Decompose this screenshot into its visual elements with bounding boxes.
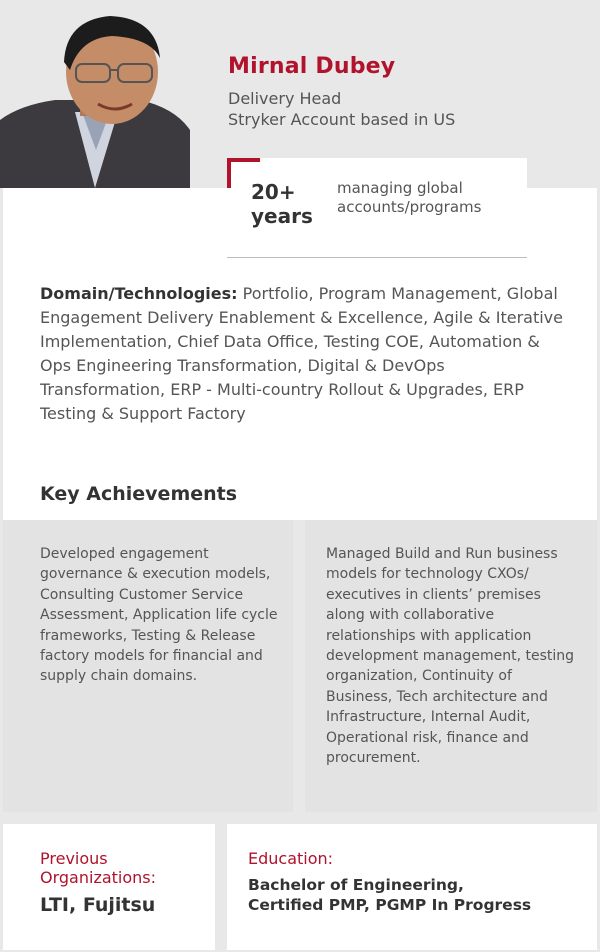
years-unit: years [251,204,313,228]
divider [227,257,527,258]
previous-organizations-card [3,824,215,950]
domain-text: Portfolio, Program Management, Global Engagement Delivery Enablement & Excellence, Agile & Iterative Implementation, Chief Data Office, Testing COE, Automation & Ops Engineering Transformation, Digital & DevOps Transformation, ERP - Multi-country Rollout & Upgrades, ERP Testing & Support Factory [40,284,563,423]
experience-description: managing global accounts/programs [337,179,482,216]
education-label: Education: [248,849,334,868]
avatar [0,0,190,188]
achievements-title: Key Achievements [40,483,238,505]
domain-label: Domain/Technologies: [40,284,238,303]
previous-organizations-label: Previous Organizations: [40,849,157,887]
domain-technologies [40,282,570,426]
previous-organizations-value: LTI, Fujitsu [40,894,156,916]
achievement-item: Managed Build and Run business models for technology CXOs/ executives in clients’ premises along with collaborative relationships with application development management, testing organization, Continuity of Business, Tech architecture and Infrastructure, Internal Audit, Operational risk, finance and procurement. [326,546,575,767]
achievement-item: Developed engagement governance & execution models, Consulting Customer Service Assessment, Application life cycle frameworks, Testing & Release factory models for financial and supply chain domains. [40,546,278,685]
experience-years [251,180,331,228]
profile-name: Mirnal Dubey [228,54,396,79]
profile-role: Delivery Head [228,89,342,108]
profile-account: Stryker Account based in US [228,110,456,129]
education-certifications: Certified PMP, PGMP In Progress [248,896,532,914]
education-degree: Bachelor of Engineering, [248,876,464,894]
years-number: 20+ [251,180,296,204]
